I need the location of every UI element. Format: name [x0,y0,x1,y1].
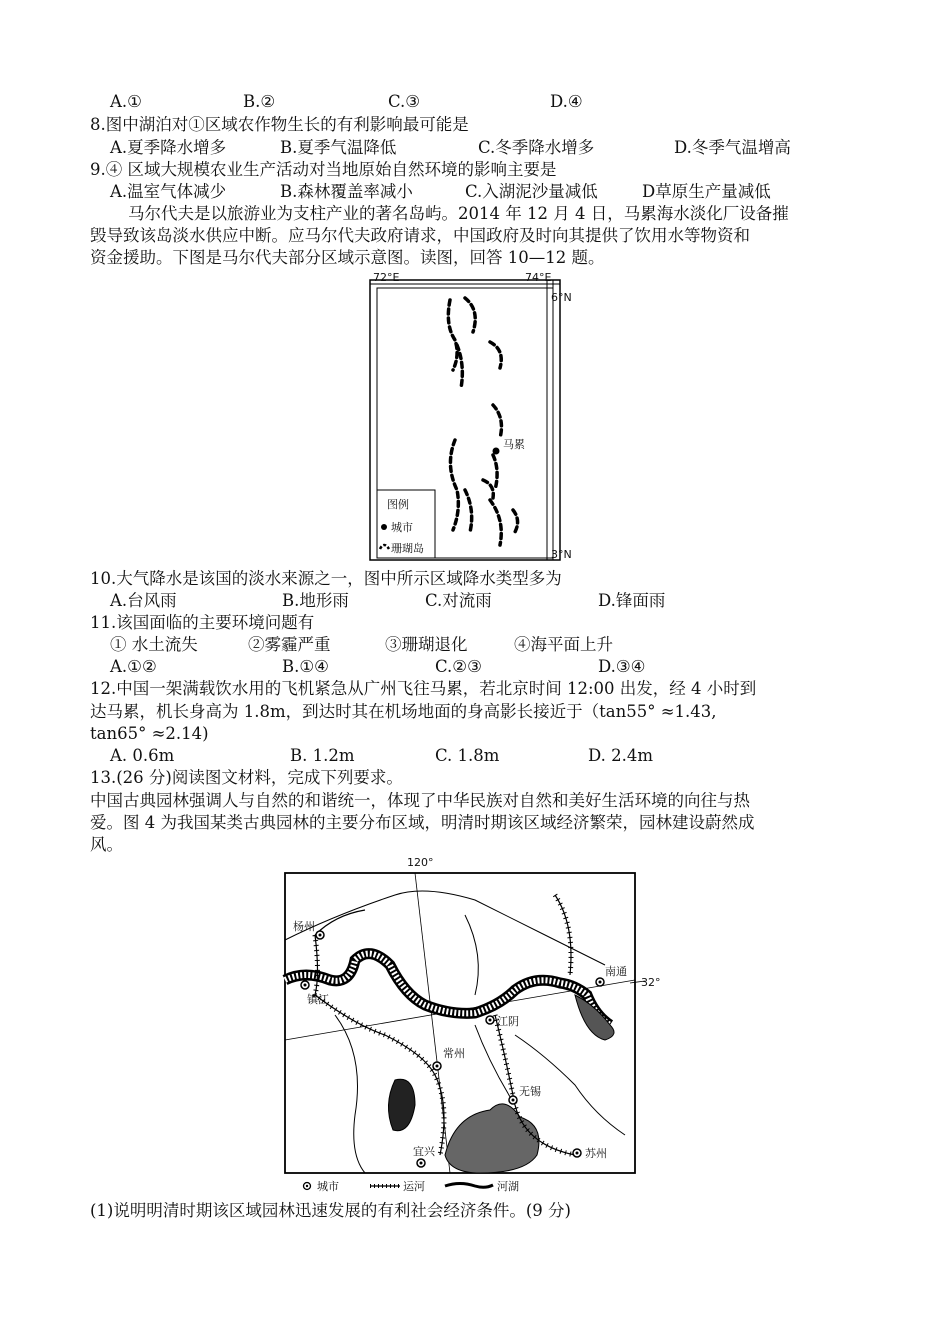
q11-item-2: ②雾霾严重 [248,635,331,654]
passage1-line-1: 马尔代夫是以旅游业为支柱产业的著名岛屿。2014 年 12 月 4 日，马累海水淡化厂设备摧 [128,204,789,223]
city-nantong: 南通 [605,965,627,978]
q10-option-d: D.锋面雨 [598,591,666,610]
city-wuxi: 无锡 [519,1085,541,1098]
q12-stem-line-3: tan65° ≈2.14) [90,724,209,743]
map2-legend [304,1179,520,1193]
q11-option-b: B.①④ [282,657,329,676]
q10-stem: 10.大气降水是该国的淡水来源之一，图中所示区域降水类型多为 [90,569,562,588]
q11-stem: 11.该国面临的主要环境问题有 [90,613,315,632]
q9-option-b: B.森林覆盖率减小 [280,182,413,201]
q13-sub1: (1)说明明清时期该区域园林迅速发展的有利社会经济条件。(9 分) [90,1201,571,1220]
q13-stem: 13.(26 分)阅读图文材料，完成下列要求。 [90,768,403,787]
map1-lon-right: 74°E [525,271,552,284]
legend-city-icon [381,524,387,530]
q8-option-c: C.冬季降水增多 [478,138,595,157]
q11-option-c: C.②③ [435,657,482,676]
q7-option-b: B.② [243,92,276,111]
map2-legend-city: 城市 [317,1180,339,1193]
q9-option-c: C.入湖泥沙量减低 [465,182,598,201]
q11-option-d: D.③④ [598,657,646,676]
q13-line-2: 爱。图 4 为我国某类古典园林的主要分布区域，明清时期该区域经济繁荣，园林建设蔚然成 [90,813,755,832]
q9-option-a: A.温室气体减少 [110,182,227,201]
map1-lat-top: 6°N [551,291,572,304]
q12-stem-line-2: 达马累，机长身高为 1.8m，到达时其在机场地面的身高影长接近于（tan55° ≈1.43, [90,702,717,721]
passage1-line-2: 毁导致该岛淡水供应中断。应马尔代夫政府请求，中国政府及时向其提供了饮用水等物资和 [90,226,750,245]
q10-option-b: B.地形雨 [282,591,349,610]
map1-lat-bottom: 3°N [551,548,572,561]
maldives-map [365,270,575,565]
q8-option-b: B.夏季气温降低 [280,138,397,157]
q8-stem: 8.图中湖泊对①区域农作物生长的有利影响最可能是 [90,115,469,134]
city-jiangyin: 江阴 [497,1015,519,1028]
q12-option-a: A. 0.6m [110,746,175,765]
map1-lon-left: 72°E [373,271,400,284]
q10-option-a: A.台风雨 [110,591,177,610]
q9-stem: 9.④ 区域大规模农业生产活动对当地原始自然环境的影响主要是 [90,160,557,179]
city-yixing: 宜兴 [413,1145,435,1158]
city-zhenjiang: 镇江 [307,993,329,1006]
q8-option-a: A.夏季降水增多 [110,138,227,157]
q9-option-d: D草原生产量减低 [642,182,771,201]
map2-lon-label: 120° [407,856,434,869]
q11-option-a: A.①② [110,657,157,676]
garden-region-map [275,855,670,1195]
q7-option-c: C.③ [388,92,421,111]
map2-legend-canal: 运河 [403,1180,425,1193]
q12-option-d: D. 2.4m [588,746,654,765]
q7-option-d: D.④ [550,92,583,111]
q11-item-1: ① 水土流失 [110,635,198,654]
q8-option-d: D.冬季气温增高 [674,138,791,157]
city-suzhou: 苏州 [585,1147,607,1160]
map1-city-label: 马累 [503,438,525,451]
map1-legend-city: 城市 [391,521,413,534]
q11-item-3: ③珊瑚退化 [385,635,468,654]
city-changzhou: 常州 [443,1047,465,1060]
map1-legend-title: 图例 [387,498,409,511]
city-yangzhou: 杨州 [293,920,315,933]
q13-line-3: 风。 [90,835,123,854]
q10-option-c: C.对流雨 [425,591,492,610]
male-city-dot [493,448,500,455]
q7-option-a: A.① [110,92,142,111]
q12-option-b: B. 1.2m [290,746,355,765]
q13-line-1: 中国古典园林强调人与自然的和谐统一，体现了中华民族对自然和美好生活环境的向往与热 [90,791,750,810]
map1-legend-island: 珊瑚岛 [391,542,424,555]
passage1-line-3: 资金援助。下图是马尔代夫部分区域示意图。读图，回答 10—12 题。 [90,248,605,267]
map2-lat-label: 32° [641,976,661,989]
map2-legend-river-lake: 河湖 [497,1180,519,1193]
q12-stem-line-1: 12.中国一架满载饮水用的飞机紧急从广州飞往马累，若北京时间 12:00 出发，经 4 小时到 [90,679,757,698]
q12-option-c: C. 1.8m [435,746,500,765]
q11-item-4: ④海平面上升 [514,635,613,654]
